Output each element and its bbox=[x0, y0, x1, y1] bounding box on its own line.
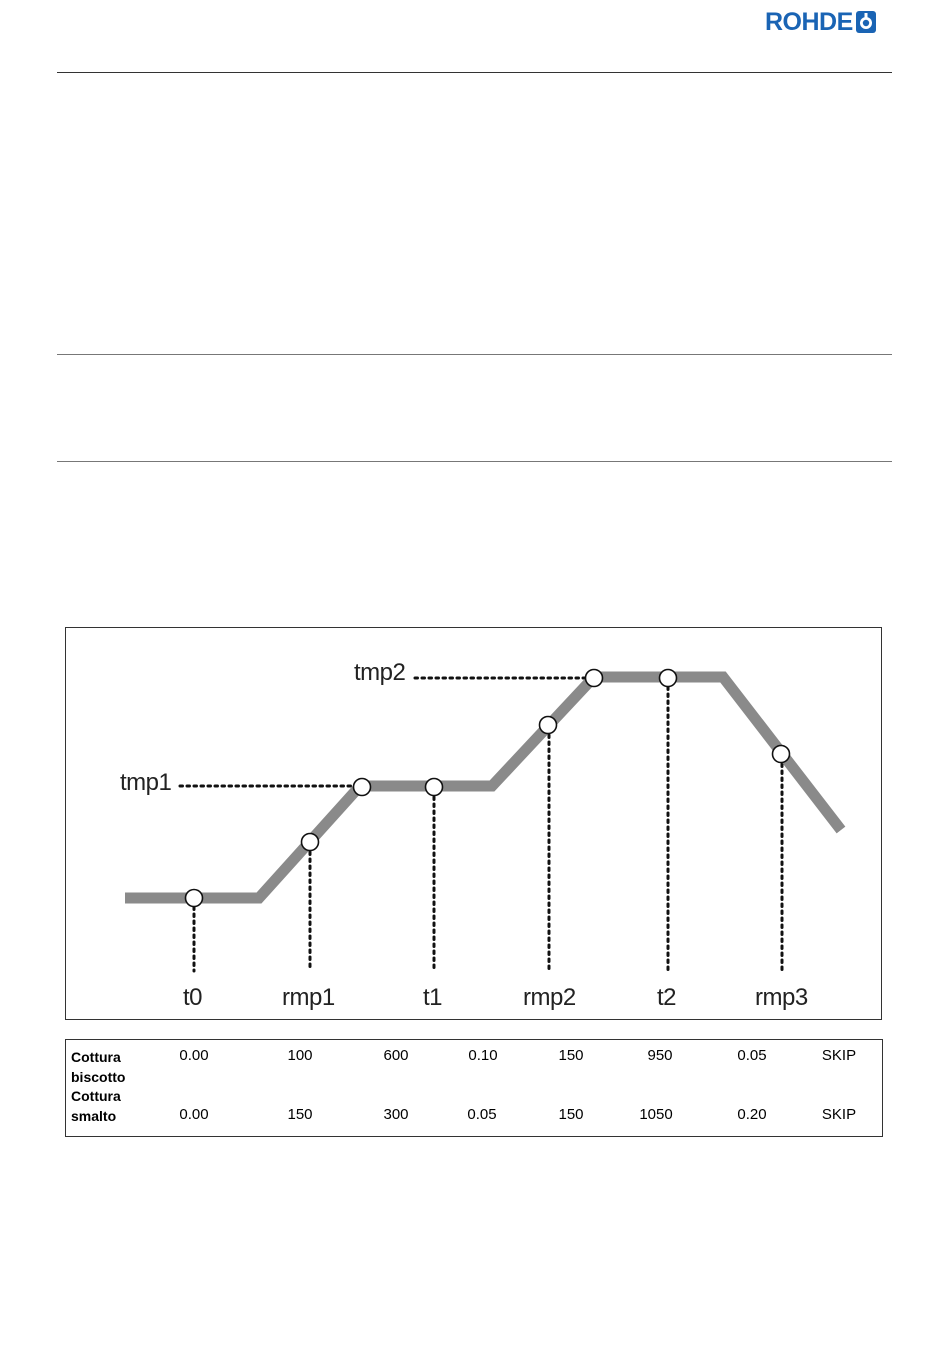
label-rmp1: rmp1 bbox=[282, 984, 335, 1011]
header-rule bbox=[57, 72, 892, 73]
marker-t0 bbox=[186, 890, 203, 907]
label-t0: t0 bbox=[183, 984, 203, 1011]
label-rmp3: rmp3 bbox=[755, 984, 808, 1011]
table-cell: 150 bbox=[558, 1106, 584, 1123]
row-label-line2: smalto bbox=[71, 1108, 117, 1124]
segment-guides bbox=[194, 687, 782, 971]
table-cell: 150 bbox=[287, 1106, 313, 1123]
row-label bbox=[71, 1086, 121, 1126]
temperature-guides bbox=[180, 678, 586, 786]
firing-profile-graphic bbox=[66, 628, 883, 1021]
marker-tmp2 bbox=[586, 670, 603, 687]
label-t1: t1 bbox=[423, 984, 443, 1011]
label-t2: t2 bbox=[657, 984, 677, 1011]
label-tmp2: tmp2 bbox=[354, 659, 406, 686]
table-cell: 950 bbox=[647, 1047, 673, 1064]
row-label bbox=[71, 1047, 125, 1087]
table-cell: 0.10 bbox=[468, 1047, 498, 1064]
table-cell: SKIP bbox=[821, 1047, 857, 1064]
rohde-logo bbox=[765, 7, 877, 37]
row-label-line1: Cottura bbox=[71, 1049, 121, 1065]
program-table bbox=[65, 1039, 883, 1137]
table-cell: 300 bbox=[383, 1106, 409, 1123]
table-cell: 150 bbox=[558, 1047, 584, 1064]
marker-t1 bbox=[426, 779, 443, 796]
label-tmp1: tmp1 bbox=[120, 769, 172, 796]
table-cell: 0.00 bbox=[179, 1106, 209, 1123]
row-label-line1: Cottura bbox=[71, 1088, 121, 1104]
marker-rmp2 bbox=[540, 717, 557, 734]
profile-curve bbox=[125, 677, 841, 898]
table-cell: 600 bbox=[383, 1047, 409, 1064]
section-rule-bottom bbox=[57, 461, 892, 462]
section-rule-top bbox=[57, 354, 892, 355]
logo-text: ROHDE bbox=[765, 7, 853, 36]
table-cell: 0.05 bbox=[737, 1047, 767, 1064]
table-cell: 0.00 bbox=[179, 1047, 209, 1064]
logo-mark-icon bbox=[855, 10, 877, 34]
marker-rmp3 bbox=[773, 746, 790, 763]
marker-tmp1 bbox=[354, 779, 371, 796]
marker-rmp1 bbox=[302, 834, 319, 851]
table-cell: 0.05 bbox=[467, 1106, 497, 1123]
row-label-line2: biscotto bbox=[71, 1069, 126, 1085]
table-cell: 100 bbox=[287, 1047, 313, 1064]
table-cell: 0.20 bbox=[737, 1106, 767, 1123]
table-cell: 1050 bbox=[639, 1106, 673, 1123]
table-cell: SKIP bbox=[821, 1106, 857, 1123]
label-rmp2: rmp2 bbox=[523, 984, 576, 1011]
marker-t2 bbox=[660, 670, 677, 687]
firing-profile-diagram bbox=[65, 627, 882, 1020]
